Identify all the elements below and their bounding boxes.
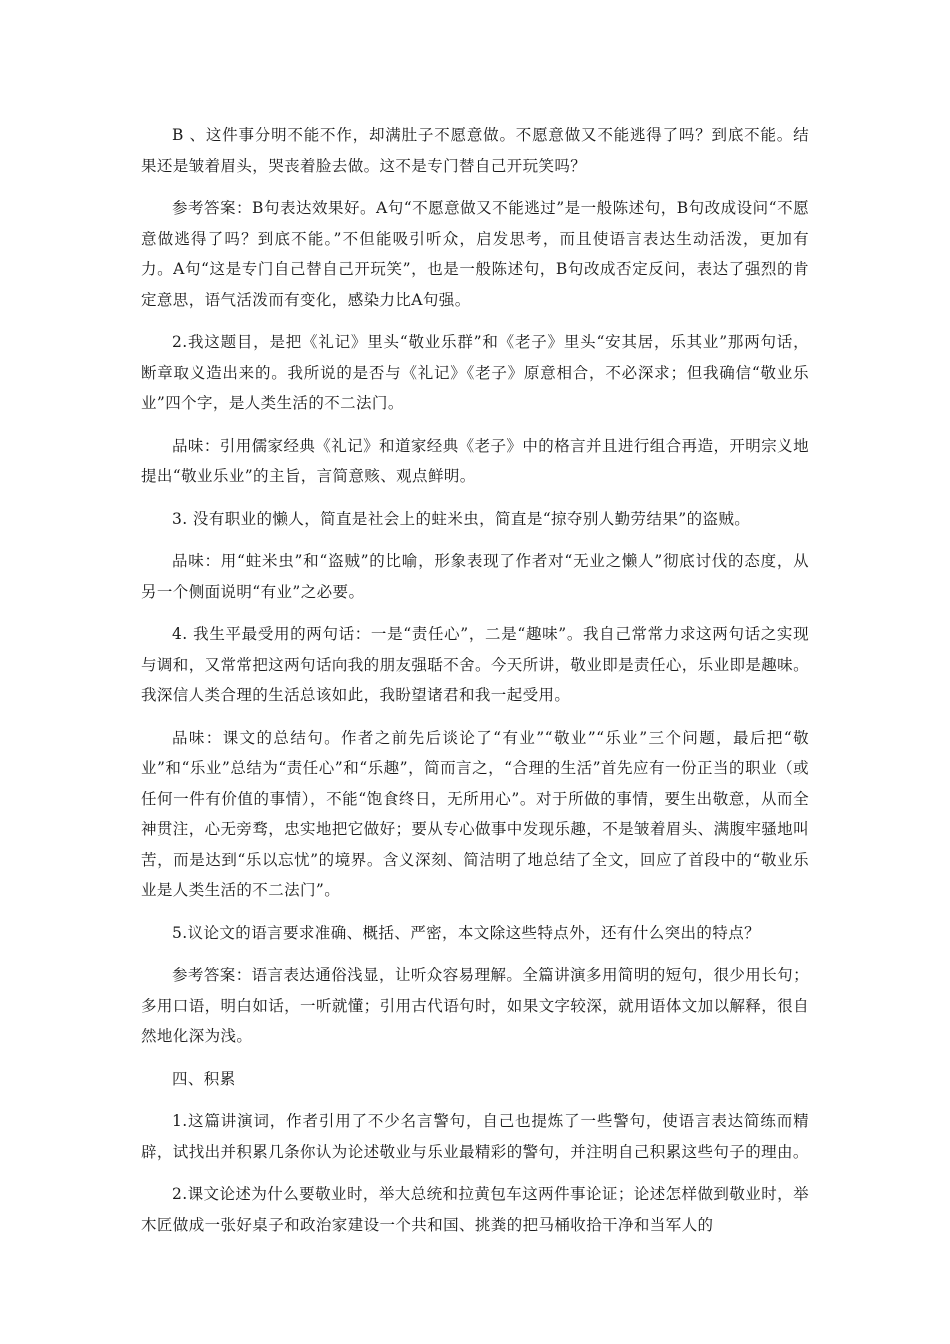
paragraph-appreciation-3: 品味：用“蛀米虫”和“盗贼”的比喻，形象表现了作者对“无业之懒人”彻底讨伐的态度，从另一个侧面说明“有业”之必要。 <box>141 552 809 601</box>
paragraph-question-5: 5.议论文的语言要求准确、概括、严密，本文除这些特点外，还有什么突出的特点？ <box>172 923 760 942</box>
paragraph-answer-1: 参考答案：B句表达效果好。A句“不愿意做又不能逃过”是一般陈述句，B句改成设问“不愿意做逃得了吗？到底不能。”不但能吸引听众，启发思考，而且使语言表达生动活泼，更加有力。A句“这是专门自己替自己开玩笑”，也是一般陈述句，B句改成否定反问，表达了强烈的肯定意思，语气活泼而有变化，感染力比A句强。 <box>141 199 809 309</box>
section-heading-accumulation: 四、积累 <box>172 1069 236 1088</box>
paragraph-item-3: 3. 没有职业的懒人，简直是社会上的蛀米虫，简直是“掠夺别人勤劳结果”的盗贼。 <box>172 509 751 528</box>
document-body <box>141 120 809 1252</box>
paragraph-appreciation-2: 品味：引用儒家经典《礼记》和道家经典《老子》中的格言并且进行组合再造，开明宗义地提出“敬业乐业”的主旨，言简意赅、观点鲜明。 <box>141 436 809 485</box>
paragraph-answer-5: 参考答案：语言表达通俗浅显，让听众容易理解。全篇讲演多用简明的短句，很少用长句；多用口语，明白如话，一听就懂；引用古代语句时，如果文字较深，就用语体文加以解释，很自然地化深为浅。 <box>141 966 809 1045</box>
paragraph-item-4: 4. 我生平最受用的两句话：一是“责任心”，二是“趣味”。我自己常常力求这两句话之实现与调和，又常常把这两句话向我的朋友强聒不舍。今天所讲，敬业即是责任心，乐业即是趣味。我深信人类合理的生活总该如此，我盼望诸君和我一起受用。 <box>141 625 809 704</box>
paragraph-b-sentence: B 、这件事分明不能不作，却满肚子不愿意做。不愿意做又不能逃得了吗？到底不能。结果还是皱着眉头，哭丧着脸去做。这不是专门替自己开玩笑吗？ <box>141 126 809 175</box>
paragraph-accumulation-1: 1.这篇讲演词，作者引用了不少名言警句，自己也提炼了一些警句，使语言表达简练而精辟，试找出并积累几条你认为论述敬业与乐业最精彩的警句，并注明自己积累这些句子的理由。 <box>141 1112 809 1161</box>
paragraph-accumulation-2: 2.课文论述为什么要敬业时，举大总统和拉黄包车这两件事论证；论述怎样做到敬业时，举木匠做成一张好桌子和政治家建设一个共和国、挑粪的把马桶收拾干净和当军人的 <box>141 1185 809 1234</box>
paragraph-item-2: 2.我这题目，是把《礼记》里头“敬业乐群”和《老子》里头“安其居，乐其业”那两句话，断章取义造出来的。我所说的是否与《礼记》《老子》原意相合，不必深求；但我确信“敬业乐业”四个字，是人类生活的不二法门。 <box>141 333 809 412</box>
paragraph-appreciation-4: 品味：课文的总结句。作者之前先后谈论了“有业”“敬业”“乐业”三个问题，最后把“敬业”和“乐业”总结为“责任心”和“乐趣”，简而言之，“合理的生活”首先应有一份正当的职业（或任何一件有价值的事情），不能“饱食终日，无所用心”。对于所做的事情，要生出敬意，从而全神贯注，心无旁骛，忠实地把它做好；要从专心做事中发现乐趣，不是皱着眉头、满腹牢骚地叫苦，而是达到“乐以忘忧”的境界。含义深刻、简洁明了地总结了全文，回应了首段中的“敬业乐业是人类生活的不二法门”。 <box>141 728 809 899</box>
